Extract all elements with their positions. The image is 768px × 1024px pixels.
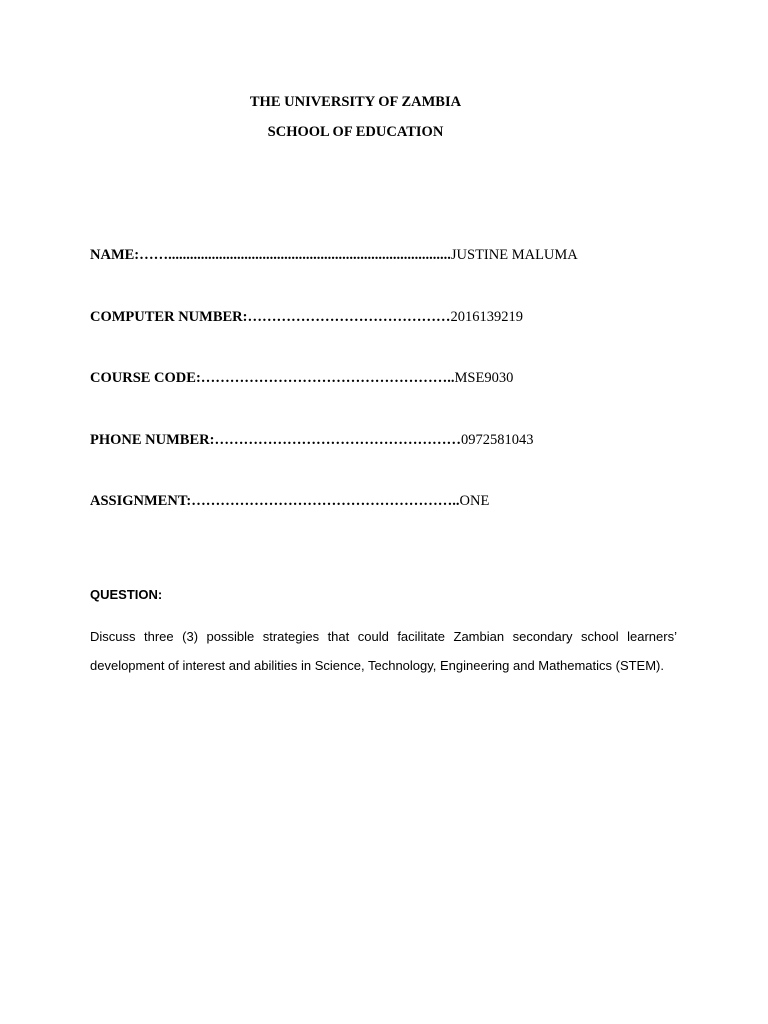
- question-text: Discuss three (3) possible strategies that could facilitate Zambian secondary school learners’ development of interest and abilities in Science, Technology, Engineering and Mathematics (STEM).: [90, 629, 677, 673]
- question-label: QUESTION:: [90, 587, 163, 602]
- name-field: [90, 247, 578, 264]
- computer-number-field: [90, 309, 523, 326]
- field-value: 0972581043: [460, 432, 534, 448]
- field-label: NAME:: [90, 247, 140, 263]
- field-value: 2016139219: [450, 309, 523, 325]
- field-leader: ……………………………………: [247, 309, 451, 325]
- field-label: COMPUTER NUMBER:: [90, 309, 248, 325]
- university-name: THE UNIVERSITY OF ZAMBIA: [249, 94, 462, 110]
- field-leader: ………………………………………………..: [191, 493, 460, 509]
- field-value: MSE9030: [454, 370, 514, 386]
- assignment-field: [90, 493, 489, 510]
- field-leader: ……………………………………………: [214, 432, 461, 448]
- phone-number-field: [90, 432, 533, 449]
- school-name: SCHOOL OF EDUCATION: [267, 124, 444, 140]
- field-leader: ……..............................................................................: [139, 247, 451, 263]
- field-value: JUSTINE MALUMA: [450, 247, 578, 263]
- field-label: PHONE NUMBER:: [90, 432, 215, 448]
- field-label: ASSIGNMENT:: [90, 493, 192, 509]
- field-leader: ……………………………………………..: [200, 370, 455, 386]
- course-code-field: [90, 370, 513, 387]
- field-value: ONE: [459, 493, 490, 509]
- field-label: COURSE CODE:: [90, 370, 201, 386]
